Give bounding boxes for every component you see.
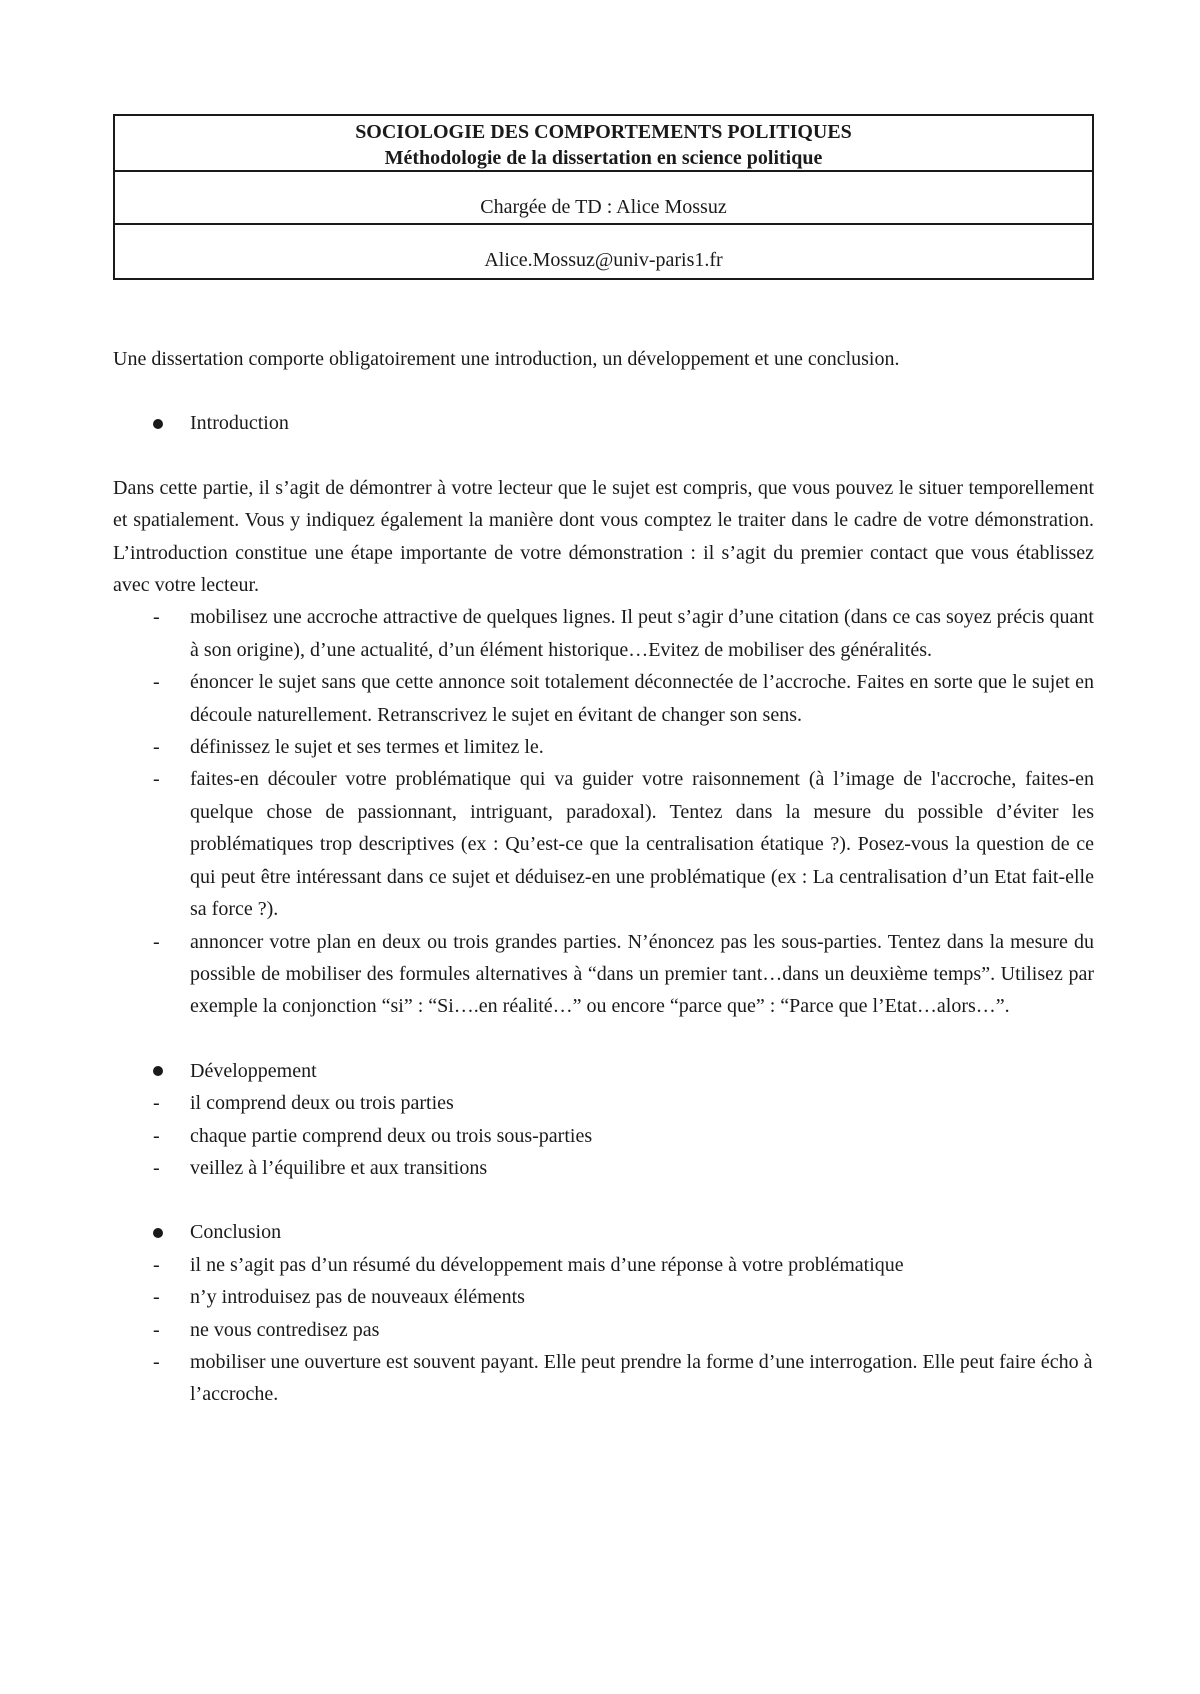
intro-sentence: Une dissertation comporte obligatoirement une introduction, un développement et une conclusion. bbox=[113, 348, 900, 370]
section-heading-label: Introduction bbox=[190, 412, 289, 435]
instructor-email: Alice.Mossuz@univ-paris1.fr bbox=[484, 249, 723, 271]
header-email-row bbox=[115, 225, 1092, 278]
bullet-icon bbox=[153, 1228, 163, 1238]
document-title: SOCIOLOGIE DES COMPORTEMENTS POLITIQUES bbox=[355, 121, 852, 143]
list-item: - chaque partie comprend deux ou trois sous-parties bbox=[113, 1120, 1094, 1152]
list-item: - il comprend deux ou trois parties bbox=[113, 1087, 1094, 1119]
bullet-icon bbox=[153, 419, 163, 429]
list-item: - mobilisez une accroche attractive de quelques lignes. Il peut s’agir d’une citation (dans ce cas soyez précis quant à son origine), d’une actualité, d’un élément historique…Evitez de mobiliser des généralités. bbox=[113, 601, 1094, 666]
list-item: - veillez à l’équilibre et aux transitions bbox=[113, 1152, 1094, 1184]
section-heading-conclusion bbox=[113, 1216, 1094, 1248]
section-heading-introduction bbox=[113, 407, 1094, 439]
list-item: - ne vous contredisez pas bbox=[113, 1314, 1094, 1346]
list-item: - énoncer le sujet sans que cette annonce soit totalement déconnectée de l’accroche. Faites en sorte que le sujet en découle naturellement. Retranscrivez le sujet en évitant de changer son sens. bbox=[113, 666, 1094, 731]
instructor-name: Chargée de TD : Alice Mossuz bbox=[480, 196, 727, 218]
list-item: - n’y introduisez pas de nouveaux éléments bbox=[113, 1281, 1094, 1313]
introduction-list bbox=[113, 601, 1094, 1022]
section-heading-label: Conclusion bbox=[190, 1221, 282, 1244]
developpement-list bbox=[113, 1087, 1094, 1184]
introduction-paragraph: Dans cette partie, il s’agit de démontrer à votre lecteur que le sujet est compris, que vous pouvez le situer temporellement et spatialement. Vous y indiquez également la manière dont vous comptez le traiter dans le cadre de votre démonstration. L’introduction constitue une étape importante de votre démonstration : il s’agit du premier contact que vous établissez avec votre lecteur. bbox=[113, 476, 1094, 597]
document-page bbox=[113, 114, 1094, 1411]
list-item: - mobiliser une ouverture est souvent payant. Elle peut prendre la forme d’une interrogation. Elle peut faire écho à l’accroche. bbox=[113, 1346, 1094, 1411]
bullet-icon bbox=[153, 1066, 163, 1076]
header-title-row bbox=[115, 116, 1092, 172]
list-item: - annoncer votre plan en deux ou trois grandes parties. N’énoncez pas les sous-parties. Tentez dans la mesure du possible de mobiliser des formules alternatives à “dans un premier tant…dans un deuxième temps”. Utilisez par exemple la conjonction “si” : “Si….en réalité…” ou encore “parce que” : “Parce que l’Etat…alors…”. bbox=[113, 926, 1094, 1023]
list-item: - il ne s’agit pas d’un résumé du développement mais d’une réponse à votre problématique bbox=[113, 1249, 1094, 1281]
section-heading-developpement bbox=[113, 1055, 1094, 1087]
list-item: - définissez le sujet et ses termes et limitez le. bbox=[113, 731, 1094, 763]
section-heading-label: Développement bbox=[190, 1059, 317, 1082]
header-box bbox=[113, 114, 1094, 280]
header-instructor-row bbox=[115, 172, 1092, 225]
list-item: - faites-en découler votre problématique qui va guider votre raisonnement (à l’image de l'accroche, faites-en quelque chose de passionnant, intriguant, paradoxal). Tentez dans la mesure du possible d’éviter les problématiques trop descriptives (ex : Qu’est-ce que la centralisation étatique ?). Posez-vous la question de ce qui peut être intéressant dans ce sujet et déduisez-en une problématique (ex : La centralisation d’un Etat fait-elle sa force ?). bbox=[113, 763, 1094, 925]
document-subtitle: Méthodologie de la dissertation en science politique bbox=[384, 147, 823, 169]
conclusion-list bbox=[113, 1249, 1094, 1411]
